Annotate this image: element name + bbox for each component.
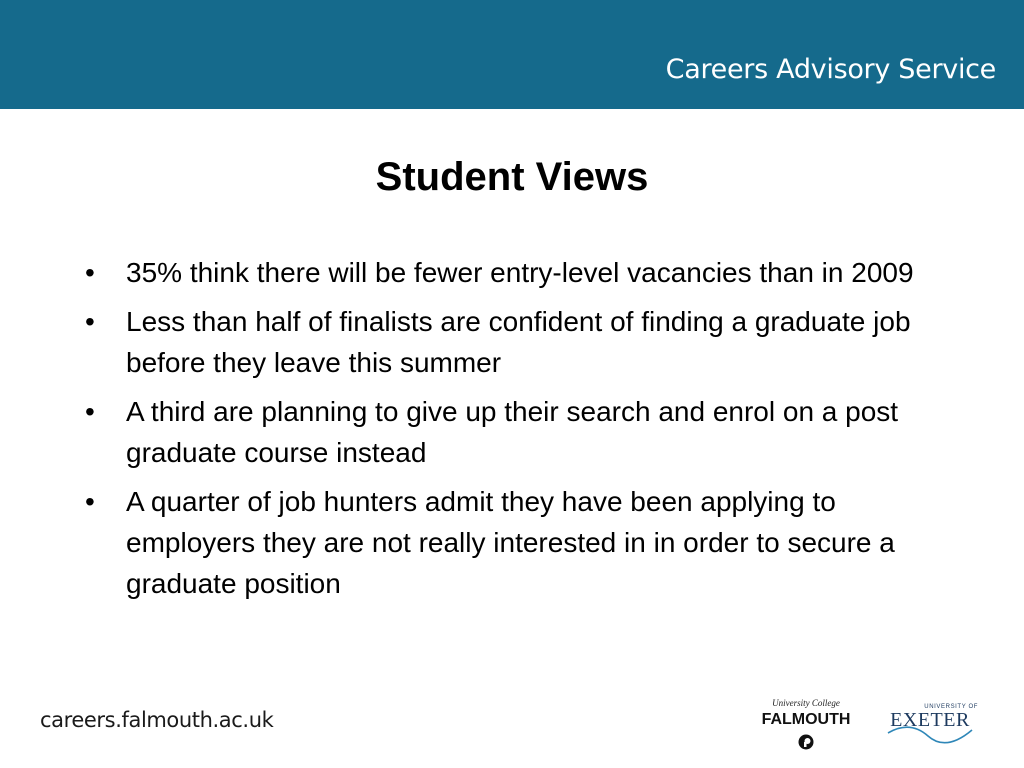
footer-url: careers.falmouth.ac.uk — [40, 708, 274, 732]
bullet-item — [85, 301, 955, 383]
falmouth-logo-line2: FALMOUTH — [761, 711, 851, 728]
bullet-marker: • — [85, 257, 95, 288]
slide-title: Student Views — [375, 155, 649, 199]
bullet-item — [85, 391, 955, 473]
bullet-list — [85, 252, 955, 612]
bullet-text: 35% think there will be fewer entry-level vacancies than in 2009 — [126, 257, 914, 288]
bullet-text: Less than half of finalists are confident of finding a graduate job before they leave this summer — [126, 306, 911, 378]
bullet-marker: • — [85, 486, 95, 517]
header-bar — [0, 0, 1024, 109]
falmouth-logo-line1: University College — [772, 698, 840, 708]
bullet-item — [85, 252, 955, 293]
bullet-item — [85, 481, 955, 604]
bullet-marker: • — [85, 306, 95, 337]
bullet-marker: • — [85, 396, 95, 427]
bullet-text: A quarter of job hunters admit they have been applying to employers they are not really interested in in order to secure a graduate position — [126, 486, 895, 599]
university-college-falmouth-logo — [755, 697, 857, 753]
exeter-logo-line2: EXETER — [890, 709, 970, 731]
university-of-exeter-logo — [880, 700, 980, 744]
service-name: Careers Advisory Service — [665, 54, 996, 85]
exeter-logo-line1: UNIVERSITY OF — [924, 704, 978, 710]
bullet-text: A third are planning to give up their search and enrol on a post graduate course instead — [126, 396, 899, 468]
